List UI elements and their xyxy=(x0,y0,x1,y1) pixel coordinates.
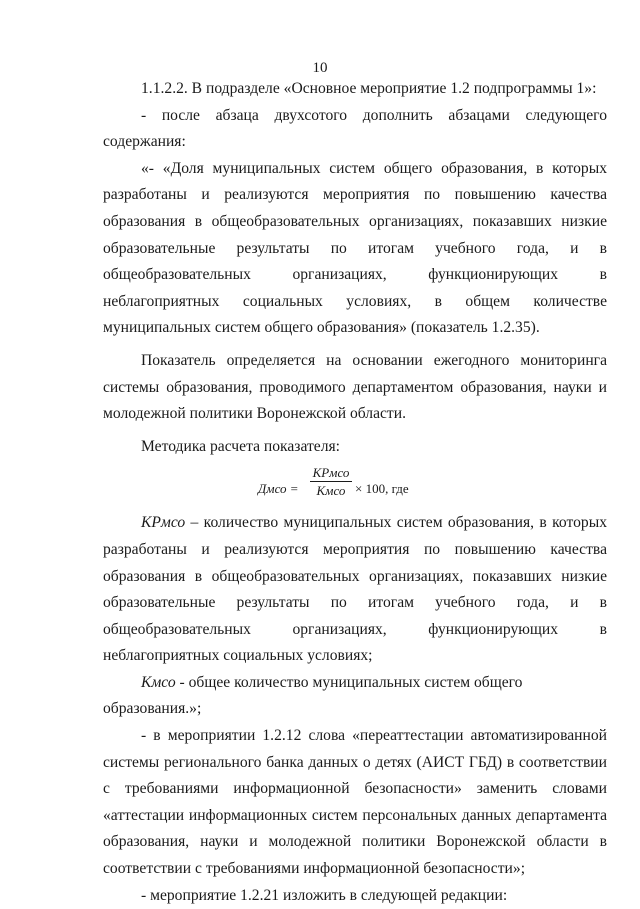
document-body xyxy=(103,76,607,909)
paragraph-indicator-definition: «- «Доля муниципальных систем общего образования, в которых разработаны и реализуются мероприятия по повышению качества образования в общеобразовательных организациях, показавших низкие образовательные результаты по итогам учебного года, и в общеобразовательных организациях, функционирующих в неблагоприятных социальных условиях, в общем количестве муниципальных систем общего образования» (показатель 1.2.35). xyxy=(103,159,607,337)
page-number: 10 xyxy=(312,60,328,76)
denominator-term: Кмсо xyxy=(141,673,176,691)
formula-lhs: Дмсо = xyxy=(258,481,299,497)
formula-denominator: Кмсо xyxy=(316,483,346,499)
paragraph-measure-1-2-21: - мероприятие 1.2.21 изложить в следующей редакции: xyxy=(141,886,508,904)
formula-fraction xyxy=(310,464,352,499)
paragraph-section-heading: 1.1.2.2. В подразделе «Основное мероприятие 1.2 подпрограммы 1»: xyxy=(141,80,597,97)
formula-rhs: × 100, где xyxy=(355,481,409,497)
paragraph-method-label: Методика расчета показателя: xyxy=(141,437,340,455)
numerator-term: КРмсо xyxy=(141,514,186,532)
paragraph-measure-1-2-12: - в мероприятии 1.2.12 слова «переаттестации автоматизированной системы регионального банка данных о детях (АИСТ ГБД) в соответствии с требованиями информационной безопасности» заменить словами «аттестации информационных систем персональных данных департамента образования, науки и молодежной политики Воронежской области в соответствии с требованиями информационной безопасности»; xyxy=(103,727,607,878)
formula-numerator: КРмсо xyxy=(310,464,352,482)
denominator-definition-text: - общее количество муниципальных систем общего образования.»; xyxy=(103,673,523,718)
paragraph-numerator-definition xyxy=(103,510,607,670)
numerator-definition-text: – количество муниципальных систем образования, в которых разработаны и реализуются мероприятия по повышению качества образования в общеобразовательных организациях, показавших низкие образовательные результаты по итогам учебного года, и в общеобразовательных организациях, функционирующих в неблагоприятных социальных условиях; xyxy=(103,514,607,665)
paragraph-denominator-definition xyxy=(103,670,607,723)
paragraph-instruction-add: - после абзаца двухсотого дополнить абзацами следующего содержания: xyxy=(103,106,607,151)
paragraph-indicator-source: Показатель определяется на основании ежегодного мониторинга системы образования, проводимого департаментом образования, науки и молодежной политики Воронежской области. xyxy=(103,351,607,423)
calculation-formula xyxy=(103,464,607,504)
